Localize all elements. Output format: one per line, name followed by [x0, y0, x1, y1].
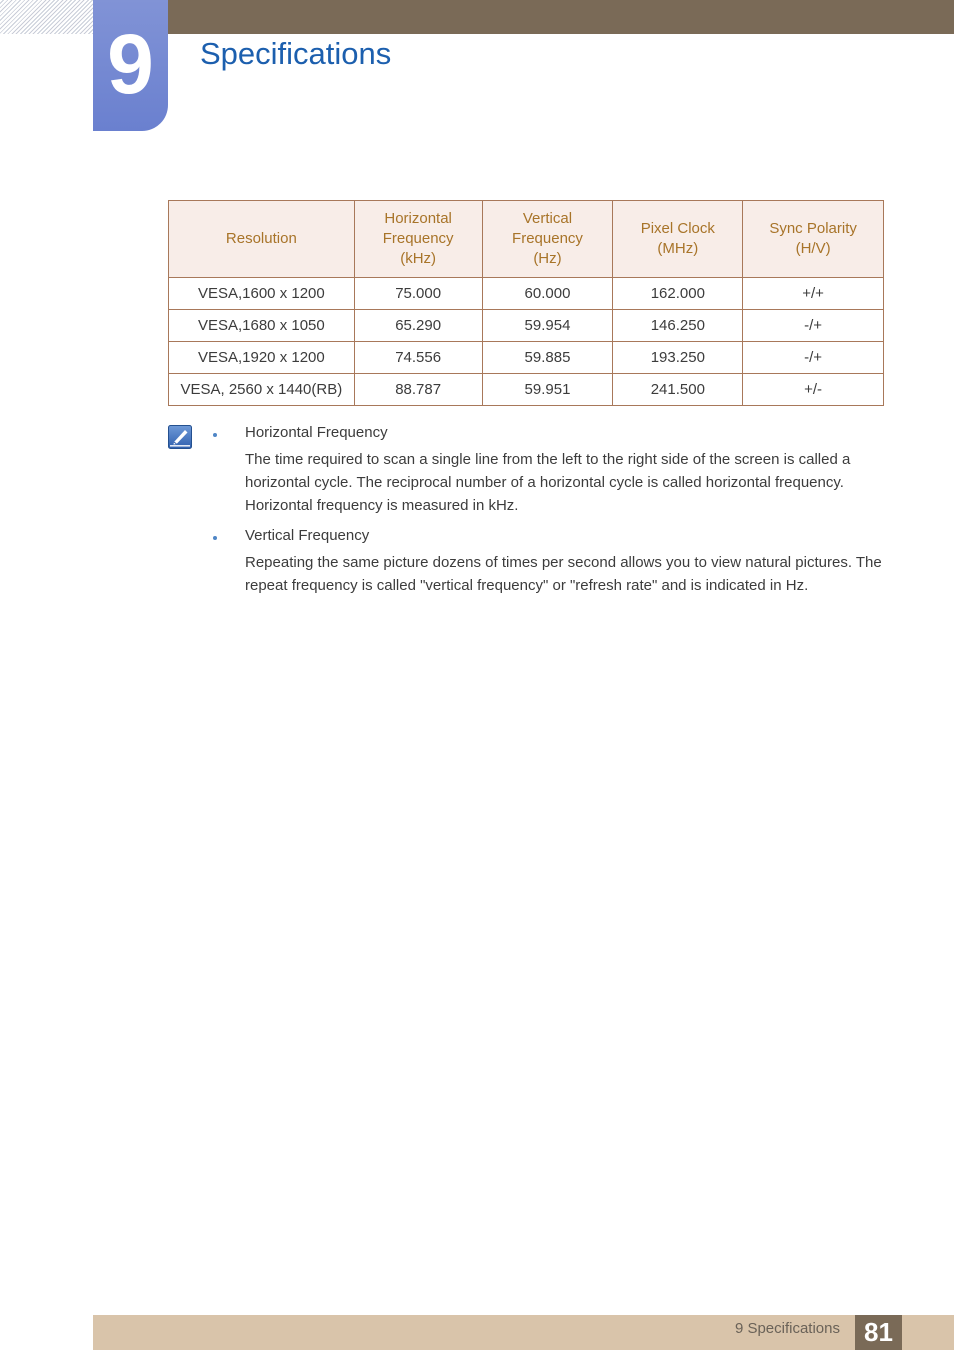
cell-horizontal-frequency: 65.290: [354, 310, 482, 342]
header-horizontal-frequency: Horizontal Frequency (kHz): [354, 201, 482, 278]
cell-horizontal-frequency: 74.556: [354, 342, 482, 374]
cell-pixel-clock: 162.000: [613, 278, 743, 310]
cell-resolution: VESA,1600 x 1200: [169, 278, 355, 310]
note-title-horizontal-frequency: Horizontal Frequency: [245, 424, 388, 441]
table-row: [169, 278, 884, 310]
bullet-dot: [213, 433, 217, 437]
cell-resolution: VESA,1680 x 1050: [169, 310, 355, 342]
header-sync-polarity: Sync Polarity (H/V): [743, 201, 884, 278]
table-row: [169, 374, 884, 406]
cell-sync-polarity: -/+: [743, 342, 884, 374]
corner-hatch-decoration: [0, 0, 93, 34]
cell-resolution: VESA, 2560 x 1440(RB): [169, 374, 355, 406]
cell-horizontal-frequency: 88.787: [354, 374, 482, 406]
cell-horizontal-frequency: 75.000: [354, 278, 482, 310]
note-pencil-icon: [168, 425, 192, 449]
table-header-row: [169, 201, 884, 278]
table-row: [169, 342, 884, 374]
page-number: 81: [855, 1315, 902, 1350]
footer-section-label: 9 Specifications: [734, 1320, 840, 1337]
cell-vertical-frequency: 59.954: [482, 310, 613, 342]
header-pixel-clock: Pixel Clock (MHz): [613, 201, 743, 278]
cell-sync-polarity: +/+: [743, 278, 884, 310]
cell-pixel-clock: 146.250: [613, 310, 743, 342]
page-title: Specifications: [200, 36, 392, 71]
cell-vertical-frequency: 60.000: [482, 278, 613, 310]
cell-pixel-clock: 241.500: [613, 374, 743, 406]
note-title-vertical-frequency: Vertical Frequency: [245, 527, 370, 544]
chapter-number-badge: [93, 0, 168, 131]
cell-pixel-clock: 193.250: [613, 342, 743, 374]
timing-specification-table: [168, 200, 884, 406]
note-description-horizontal-frequency: The time required to scan a single line from the left to the right side of the screen is called a horizontal cycle. The reciprocal number of a horizontal cycle is called horizontal frequency. Horizontal frequency is measured in kHz.: [245, 451, 851, 514]
header-resolution: Resolution: [169, 201, 355, 278]
cell-sync-polarity: -/+: [743, 310, 884, 342]
table-row: [169, 310, 884, 342]
cell-sync-polarity: +/-: [743, 374, 884, 406]
note-description-vertical-frequency: Repeating the same picture dozens of times per second allows you to view natural pictures. The repeat frequency is called "vertical frequency" or "refresh rate" and is indicated in Hz.: [245, 554, 882, 594]
cell-vertical-frequency: 59.951: [482, 374, 613, 406]
cell-vertical-frequency: 59.885: [482, 342, 613, 374]
header-bar: [168, 0, 954, 34]
chapter-number: 9: [107, 17, 154, 111]
bullet-dot: [213, 536, 217, 540]
header-vertical-frequency: Vertical Frequency (Hz): [482, 201, 613, 278]
cell-resolution: VESA,1920 x 1200: [169, 342, 355, 374]
